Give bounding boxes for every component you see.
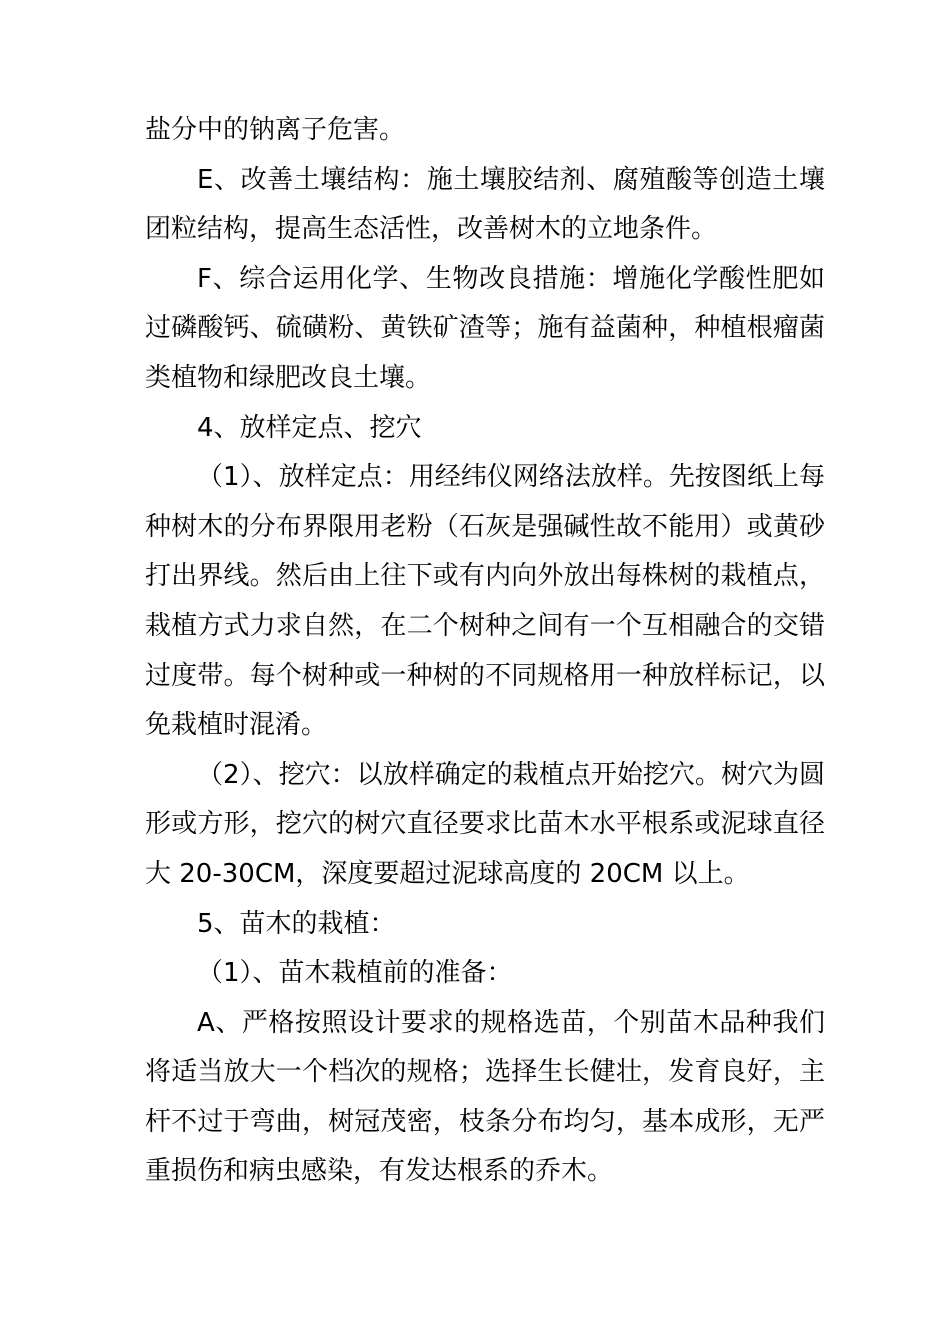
document-body bbox=[145, 106, 825, 1197]
paragraph-9: A、严格按照设计要求的规格选苗，个别苗木品种我们将适当放大一个档次的规格；选择生长健壮，发育良好，主杆不过于弯曲，树冠茂密，枝条分布均匀，基本成形，无严重损伤和病虫感染，有发达根系的乔木。 bbox=[145, 1007, 825, 1187]
section-heading-4: 4、放样定点、挖穴 bbox=[197, 412, 422, 443]
paragraph-5: （1）、放样定点：用经纬仪网络法放样。先按图纸上每种树木的分布界限用老粉（石灰是强碱性故不能用）或黄砂打出界线。然后由上往下或有内向外放出每株树的栽植点，栽植方式力求自然，在二个树种之间有一个互相融合的交错过度带。每个树种或一种树的不同规格用一种放样标记，以免栽植时混淆。 bbox=[145, 462, 825, 741]
paragraph-3: F、综合运用化学、生物改良措施：增施化学酸性肥如过磷酸钙、硫磺粉、黄铁矿渣等；施有益菌种，种植根瘤菌类植物和绿肥改良土壤。 bbox=[145, 263, 825, 393]
paragraph-2: E、改善土壤结构：施土壤胶结剂、腐殖酸等创造土壤团粒结构，提高生态活性，改善树木的立地条件。 bbox=[145, 164, 825, 245]
subheading-1: （1）、苗木栽植前的准备： bbox=[197, 958, 513, 989]
paragraph-1: 盐分中的钠离子危害。 bbox=[145, 115, 406, 145]
section-heading-5: 5、苗木的栽植： bbox=[197, 908, 396, 939]
paragraph-6: （2）、挖穴：以放样确定的栽植点开始挖穴。树穴为圆形或方形，挖穴的树穴直径要求比苗木水平根系或泥球直径大 20-30CM，深度要超过泥球高度的 20CM 以上。 bbox=[145, 759, 825, 889]
